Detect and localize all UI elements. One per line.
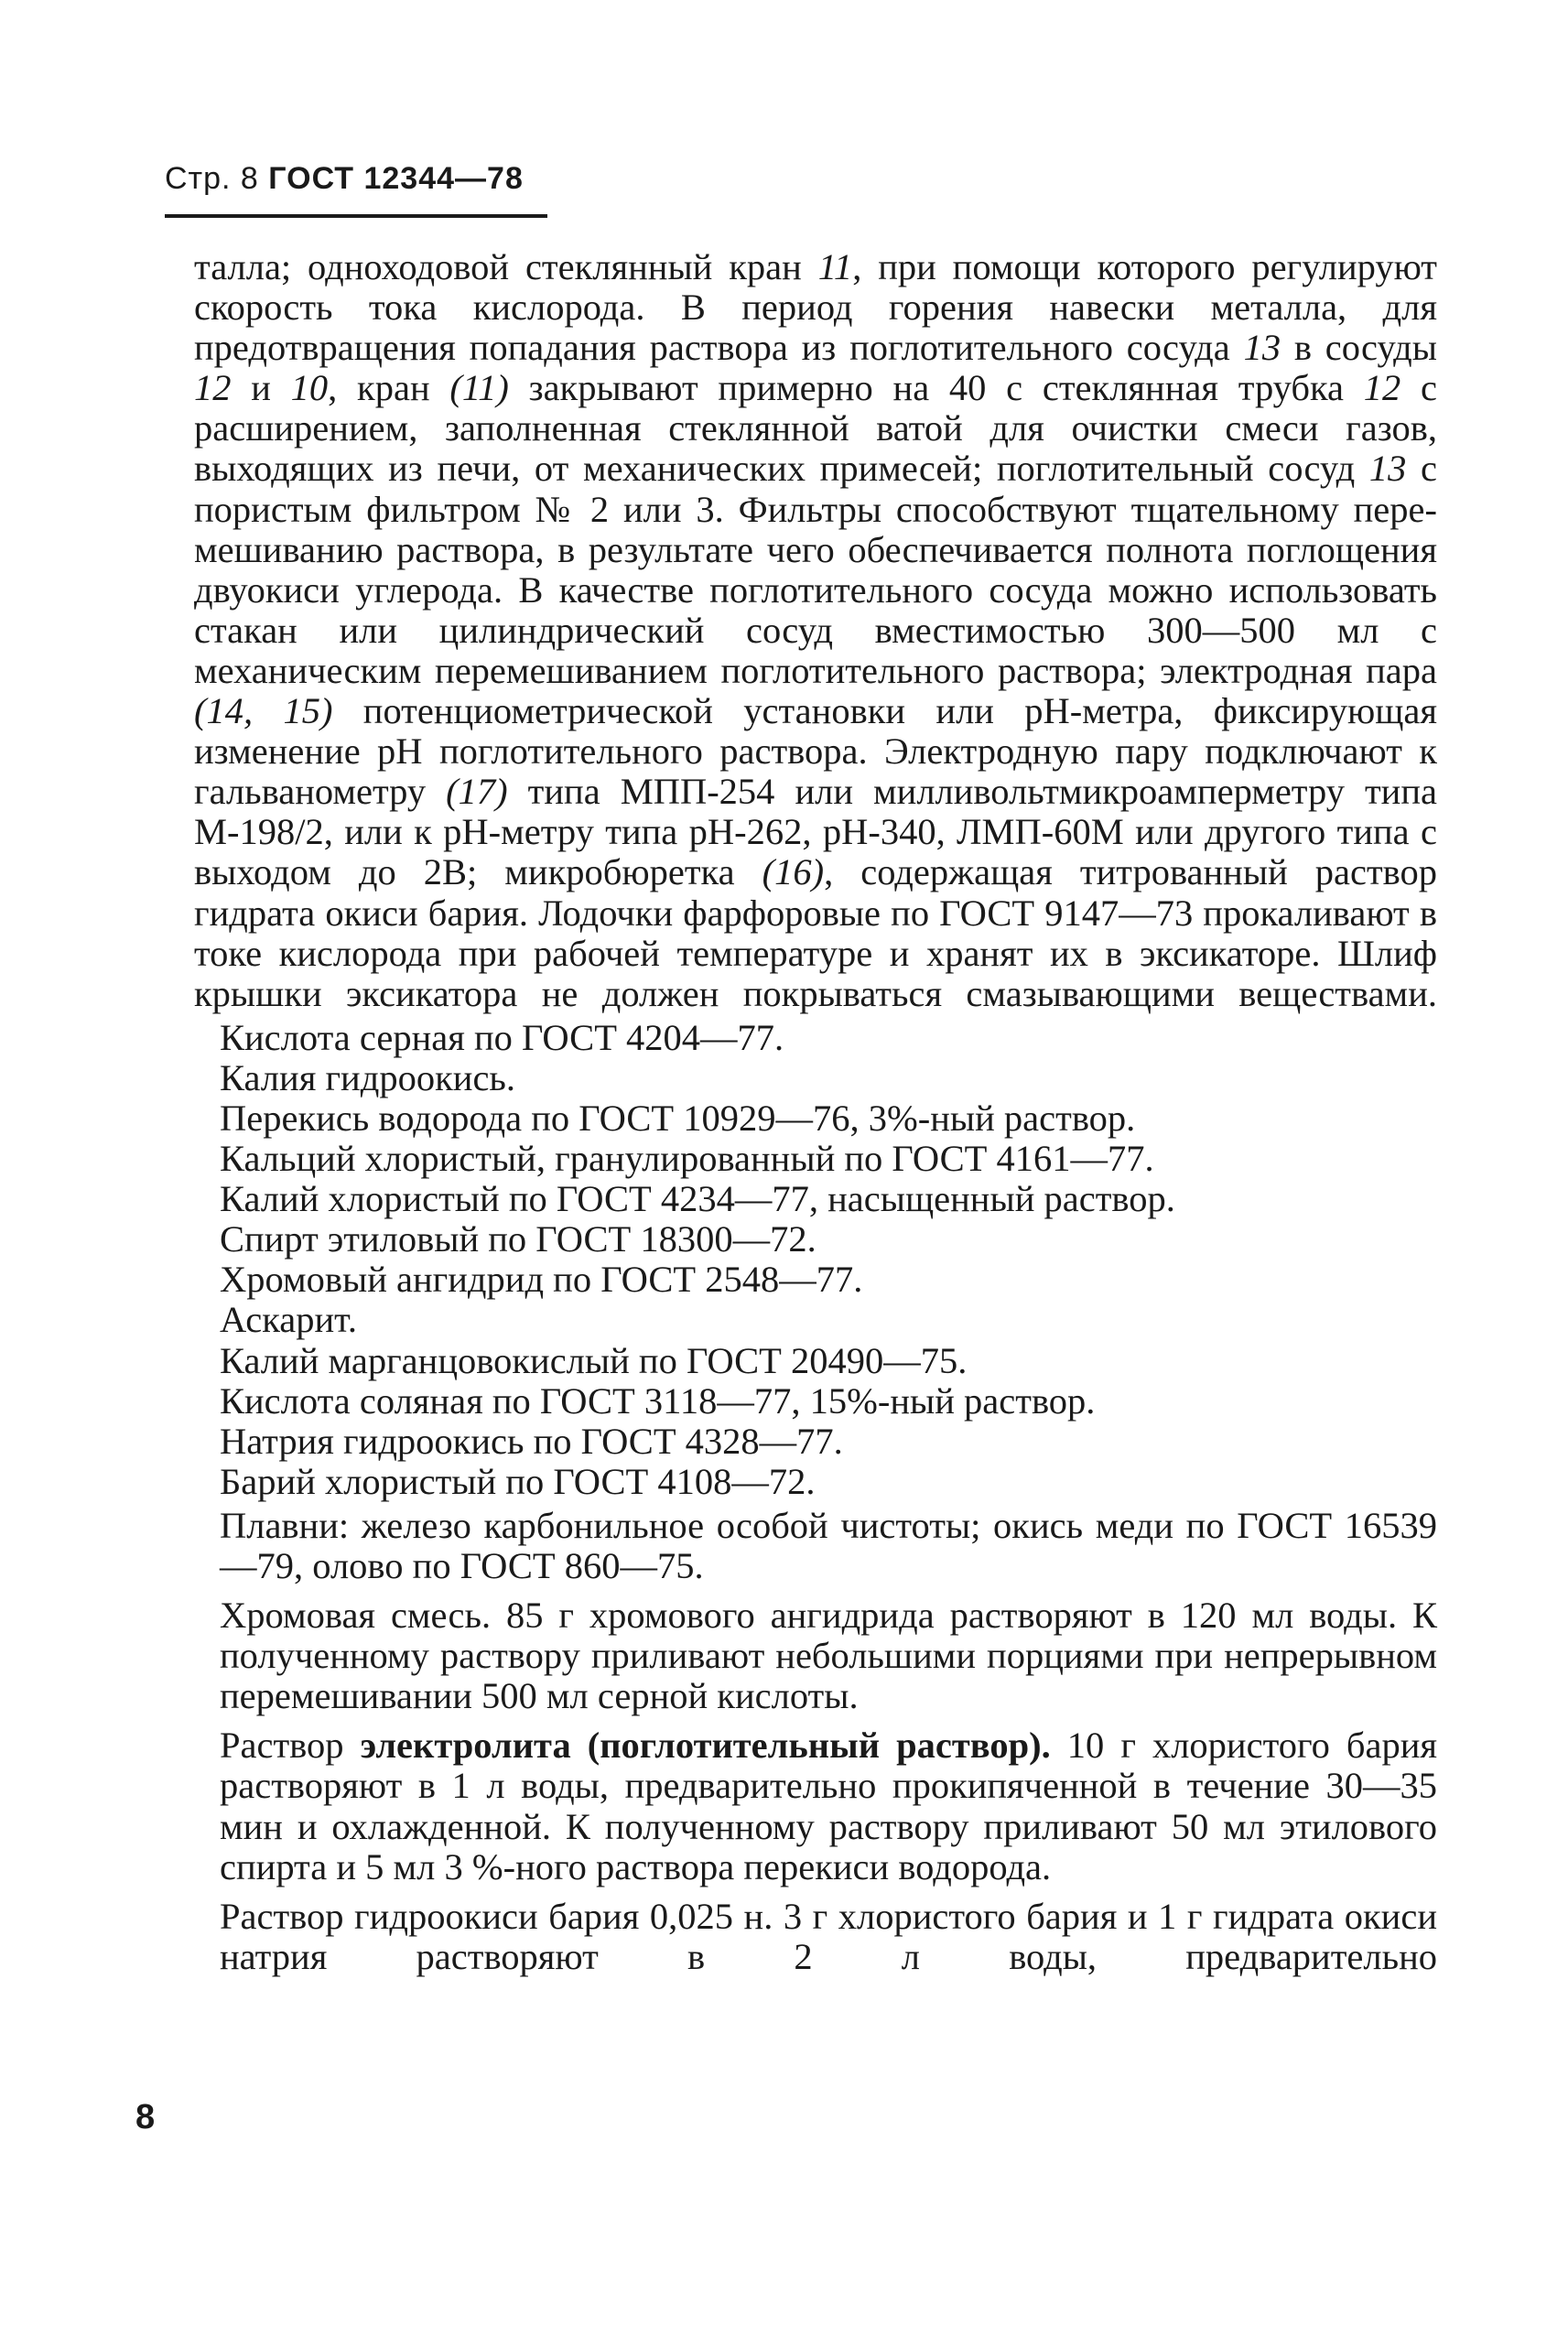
chromic-mix-paragraph: Хромовая смесь. 85 г хромового ангидрида растворяют в 120 мл воды. К полученному раствору приливают небольшими порциями при непрерывном перемешивании 500 мл серной кислоты. xyxy=(220,1595,1437,1717)
document-id: ГОСТ 12344—78 xyxy=(268,161,524,196)
reagent-item: Аскарит. xyxy=(220,1299,357,1341)
body-text xyxy=(194,247,1437,1977)
page-number: 8 xyxy=(135,2098,156,2136)
reagent-item: Калий хлористый по ГОСТ 4234—77, насыщенный раствор. xyxy=(220,1178,1175,1220)
barium-hydroxide-paragraph: Раствор гидроокиси бария 0,025 н. 3 г хлористого бария и 1 г гидрата окиси натрия растворяют в 2 л воды, предварительно xyxy=(220,1895,1437,1977)
reagent-item: Барий хлористый по ГОСТ 4108—72. xyxy=(220,1460,816,1502)
running-head xyxy=(165,161,524,197)
reagent-item: Кислота серная по ГОСТ 4204—77. xyxy=(220,1016,784,1058)
reagent-item: Натрия гидроокись по ГОСТ 4328—77. xyxy=(220,1420,843,1462)
reagent-item: Кальций хлористый, гранулированный по ГОСТ 4161—77. xyxy=(220,1138,1154,1180)
reagent-item: Кислота соляная по ГОСТ 3118—77, 15%-ный раствор. xyxy=(220,1379,1096,1422)
apparatus-paragraph: талла; одноходовой стеклянный кран 11, при помощи которого регулируют скорость тока кислорода. В период горения навески металла, для предотвращения попадания раствора из поглотительного сосуда 13 в сосуды 12 и 10, кран (11) закрывают примерно на 40 с стеклянная трубка 12 с расширением, заполненная стеклянной ватой для очистки смеси газов, выходящих из печи, от механических примесей; поглотительный сосуд 13 с пористым фильтром № 2 или 3. Фильтры способствуют тщательному перемешиванию раствора, в результате чего обеспечивается полнота поглощения двуокиси углерода. В качестве поглотительного сосуда можно использовать стакан или цилиндрический сосуд вместимостью 300—500 мл с механическим перемешиванием поглотительного раствора; электродная пара (14, 15) потенциометрической установки или pH-метра, фиксирующая изменение pH поглотительного раствора. Электродную пару подключают к гальванометру (17) типа МПП-254 или милливольтмикроамперметру типа М-198/2, или к pH-метру типа pH-262, pH-340, ЛМП-60М или другого типа с выходом до 2В; микробюретка (16), содержащая титрованный раствор гидрата окиси бария. Лодочки фарфоровые по ГОСТ 9147—73 прокаливают в токе кислорода при рабочей температуре и хранят их в эксикаторе. Шлиф крышки эксикатора не должен покрываться смазывающими веществами. xyxy=(194,246,1438,1014)
reagent-item: Перекись водорода по ГОСТ 10929—76, 3%-ный раствор. xyxy=(220,1097,1136,1139)
reagent-item: Спирт этиловый по ГОСТ 18300—72. xyxy=(220,1218,816,1260)
fluxes-paragraph: Плавни: железо карбонильное особой чистоты; окись меди по ГОСТ 16539—79, олово по ГОСТ 860—75. xyxy=(220,1504,1437,1586)
reagent-item: Калия гидроокись. xyxy=(220,1056,516,1098)
electrolyte-paragraph: Раствор электролита (поглотительный раствор). 10 г хлористого бария растворяют в 1 л воды, предварительно прокипяченной в течение 30—35 мин и охлажденной. К полученному раствору приливают 50 мл этилового спирта и 5 мл 3 %-ного раствора перекиси водорода. xyxy=(220,1725,1437,1887)
page-label: Стр. 8 xyxy=(165,161,259,196)
reagent-item: Калий марганцовокислый по ГОСТ 20490—75. xyxy=(220,1339,968,1381)
header-rule xyxy=(165,214,547,218)
reagent-item: Хромовый ангидрид по ГОСТ 2548—77. xyxy=(220,1259,863,1301)
